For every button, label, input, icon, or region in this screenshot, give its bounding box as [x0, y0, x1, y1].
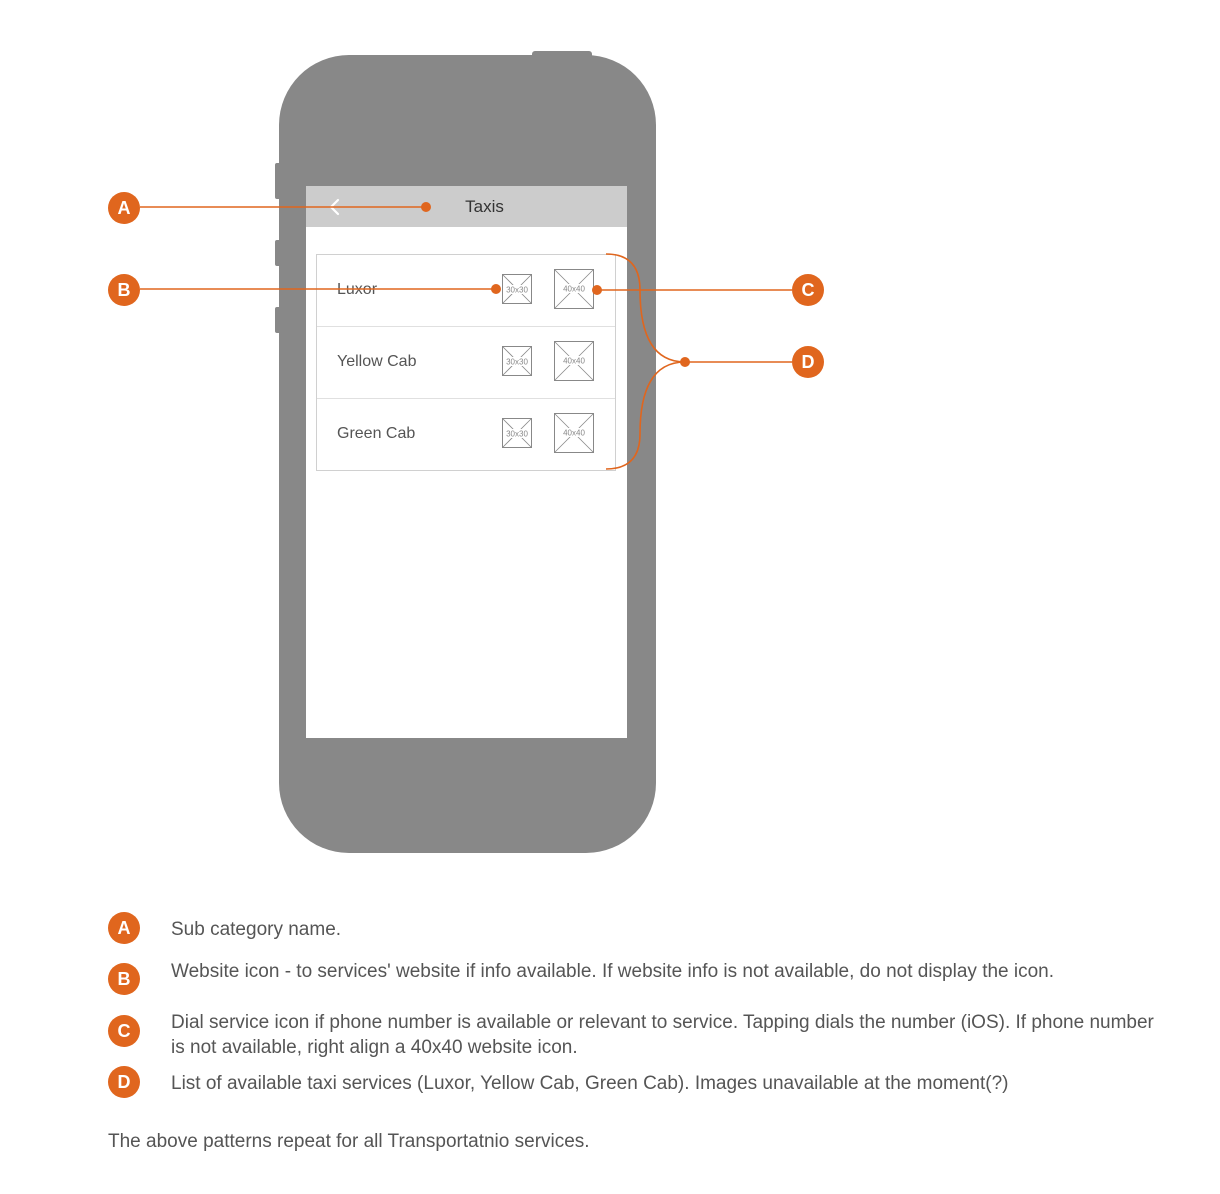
taxi-service-list [316, 254, 616, 471]
footer-note: The above patterns repeat for all Transportatnio services. [108, 1131, 590, 1152]
marker-b: B [108, 274, 140, 306]
service-name: Green Cab [337, 425, 416, 442]
callout-dot-d [680, 357, 690, 367]
legend-text-b: Website icon - to services' website if info available. If website info is not available, do not display the icon. [171, 961, 1055, 982]
list-item[interactable] [317, 255, 615, 327]
nav-bar [306, 186, 627, 227]
website-icon[interactable] [502, 274, 532, 304]
website-icon[interactable] [502, 418, 532, 448]
list-item[interactable] [317, 327, 615, 399]
marker-a: A [108, 192, 140, 224]
service-name: Yellow Cab [337, 353, 417, 370]
legend-marker-d: D [108, 1066, 140, 1098]
dial-icon[interactable] [554, 413, 594, 453]
placeholder-label: 40x40 [563, 428, 585, 438]
legend-text-a: Sub category name. [171, 919, 342, 940]
list-item[interactable] [317, 399, 615, 470]
dial-icon[interactable] [554, 341, 594, 381]
phone-screen [306, 186, 627, 738]
placeholder-label: 40x40 [563, 356, 585, 366]
legend-marker-c: C [108, 1015, 140, 1047]
legend-marker-a: A [108, 912, 140, 944]
dial-icon[interactable] [554, 269, 594, 309]
marker-d: D [792, 346, 824, 378]
legend-text-c: Dial service icon if phone number is available or relevant to service. Tapping dials the number (iOS). If phone number is not available, right align a 40x40 website icon. [171, 1012, 1154, 1058]
marker-c: C [792, 274, 824, 306]
page-title: Taxis [465, 197, 504, 216]
placeholder-label: 30x30 [506, 357, 528, 367]
legend-text-d: List of available taxi services (Luxor, Yellow Cab, Green Cab). Images unavailable at the moment(?) [171, 1073, 1009, 1094]
placeholder-label: 30x30 [506, 429, 528, 439]
website-icon[interactable] [502, 346, 532, 376]
placeholder-label: 40x40 [563, 284, 585, 294]
placeholder-label: 30x30 [506, 285, 528, 295]
service-name: Luxor [337, 281, 378, 298]
legend-marker-b: B [108, 963, 140, 995]
